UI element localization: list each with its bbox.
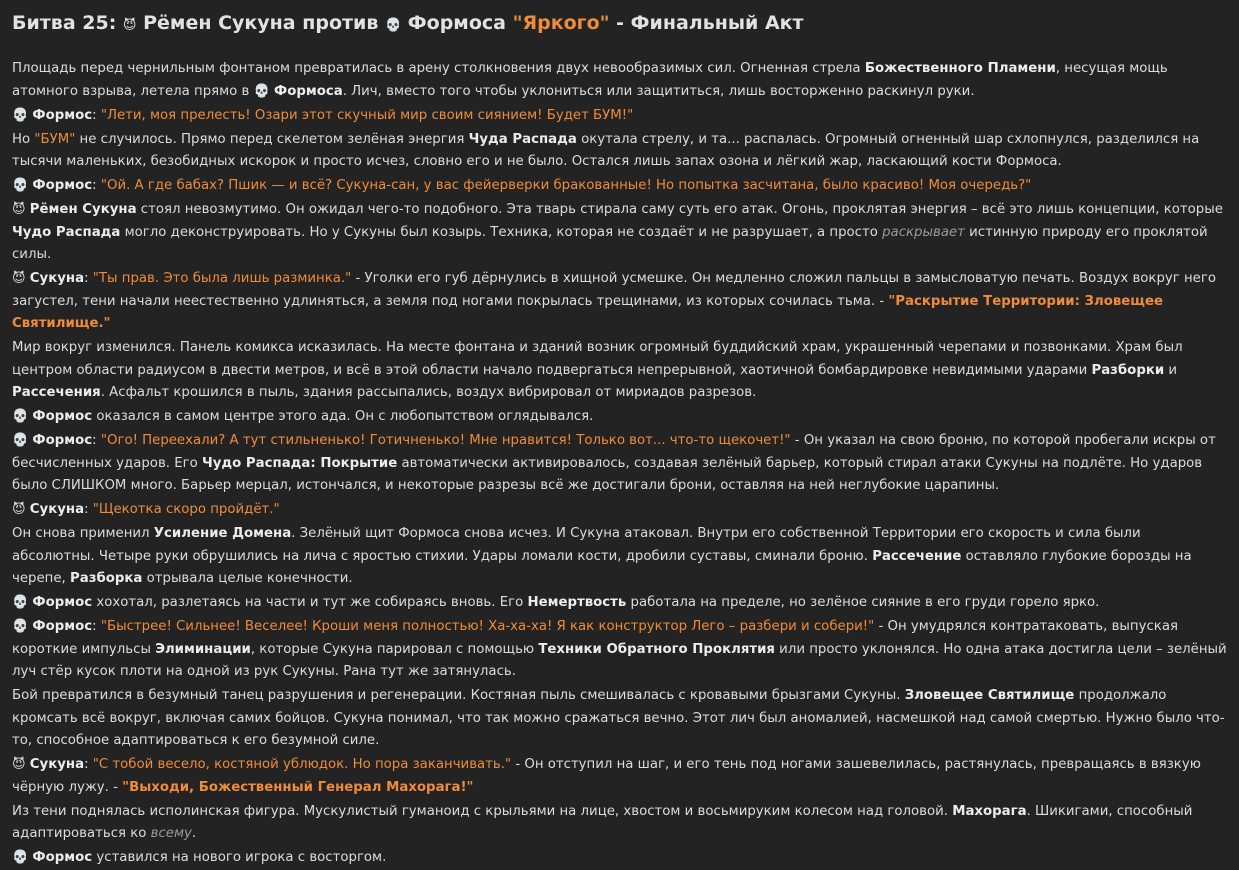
text-run: Битва 25: [12, 12, 123, 34]
bold-text: Сукуна [29, 757, 85, 772]
paragraph [12, 523, 1227, 591]
bold-text: Техники Обратного Проклятия [538, 641, 775, 657]
text-run: отрывала целые конечности. [142, 571, 353, 586]
text-run: не случилось. Прямо перед скелетом зелёная энергия [75, 131, 469, 147]
message-title [12, 8, 1227, 41]
bold-text: Чудо Распада [12, 224, 121, 240]
text-run: продолжало кромсать всё вокруг, включая самих бойцов. Сукуна понимал, что так можно сражаться вечно. Этот лич был аномалией, насмешкой над самой смертью. Нужно было что-то, способное адаптироваться к его безумной силе. [12, 688, 1225, 748]
text-run: , несущая мощь атомного взрыва, летела прямо в [12, 61, 1168, 99]
text-run: : [84, 502, 93, 517]
text-run: . Асфальт крошился в пыль, здания рассыпались, воздух вибрировал от мириадов разрезов. [100, 385, 757, 400]
demon-face-icon: 😈 [122, 18, 137, 33]
text-run: : [84, 271, 93, 286]
paragraph [12, 801, 1227, 846]
text-run: Формоса [401, 12, 513, 34]
bold-text: Формос [32, 433, 93, 448]
bold-text: Усиление Домена [153, 526, 292, 541]
skull-icon: 💀 [12, 619, 29, 634]
bold-text: Махорага [952, 803, 1027, 819]
text-run: : [92, 107, 101, 123]
paragraph [12, 105, 1227, 128]
skull-icon: 💀 [253, 83, 270, 99]
skull-icon: 💀 [12, 850, 29, 865]
text-run: Мир вокруг изменился. Панель комикса исказилась. На месте фонтана и зданий возник огромный буддийский храм, украшенный черепами и позвонками. Храм был центром области радиусом в двести метров, и всё в этой области начало подвергаться непрерывной, хаотичной бомбардировке невидимыми ударами [12, 340, 1183, 378]
bold-text: Рассечения [12, 385, 101, 400]
paragraph [12, 847, 1227, 870]
text-run: - Уголки его губ дёрнулись в хищной усмешке. Он медленно сложил пальцы в замысловатую печать. Воздух вокруг него загустел, тени начали неестественно удлиняться, а земля под ногами покрылась трещинами, из которых сочилась тьма. - [12, 271, 1216, 309]
quoted-speech: "Щекотка скоро пройдёт." [92, 502, 280, 517]
paragraph [12, 175, 1227, 198]
bold-text: Формос [32, 409, 93, 424]
text-run: автоматически активировалось, создавая зелёный барьер, который стирал атаки Сукуны на подлёте. Но ударов было СЛИШКОМ много. Барьер мерцал, истончался, и некоторые разрезы всё же достигали брони, оставляя на ней неглубокие царапины. [12, 455, 1203, 493]
paragraph [12, 754, 1227, 799]
bold-text: Зловещее Святилище [904, 688, 1075, 703]
text-run: : [92, 178, 101, 193]
message-body [12, 58, 1227, 870]
demon-face-icon: 😈 [12, 202, 26, 217]
skull-icon: 💀 [12, 409, 29, 424]
quoted-speech-bold: "Выходи, Божественный Генерал Махорага!" [122, 779, 474, 795]
text-run: Он снова применил [12, 526, 154, 541]
text-run: . Зелёный щит Формоса снова исчез. И Сукуна атаковал. Внутри его собственной Территории его скорость и сила были абсолютны. Четыре руки обрушились на лича с яростью стихии. Удары ломали кости, дробили суставы, сминали броню. [12, 526, 1141, 564]
bold-text: Чуда Распада [468, 131, 577, 147]
text-run: Но [12, 131, 35, 147]
quoted-speech: "БУМ" [34, 131, 76, 147]
text-run: уставился на нового игрока с восторгом. [92, 850, 387, 865]
quoted-speech-bold: "Раскрытие Территории: Зловещее Святилище." [12, 293, 1164, 331]
paragraph [12, 685, 1227, 753]
skull-icon: 💀 [12, 433, 29, 448]
text-run: работала на пределе, но зелёное сияние в его груди горело ярко. [626, 595, 1100, 610]
text-run: : [92, 433, 101, 448]
quoted-speech: "С тобой весело, костяной ублюдок. Но пора заканчивать." [92, 757, 512, 772]
bold-text: Сукуна [29, 271, 85, 286]
quoted-speech: "Ой. А где бабах? Пшик — и всё? Сукуна-сан, у вас фейерверки бракованные! Но попытка засчитана, было красиво! Моя очередь?" [100, 178, 1032, 193]
skull-icon: 💀 [385, 18, 402, 33]
text-run: - Он указал на свою броню, по которой пробегали искры от бесчисленных ударов. Его [12, 433, 1216, 471]
paragraph [12, 406, 1227, 429]
bold-text: Немертвость [527, 595, 627, 610]
text-run: окутала стрелу, и та... распалась. Огромный огненный шар схлопнулся, разделился на тысячи маленьких, безобидных искорок и просто исчез, словно его и не было. Остался лишь запах озона и лёгкий жар, ласкающий кости Формоса. [12, 131, 1200, 169]
bold-text: Божественного Пламени [864, 61, 1056, 76]
text-run: оставляло глубокие борозды на черепе, [12, 548, 1192, 586]
paragraph [12, 430, 1227, 498]
text-run: хохотал, разлетаясь на части и тут же собираясь вновь. Его [92, 595, 528, 610]
bold-text: Рассечение [872, 548, 962, 564]
text-run: . [191, 826, 197, 841]
paragraph [12, 129, 1227, 174]
text-run: и [1164, 362, 1178, 378]
demon-face-icon: 😈 [12, 757, 26, 772]
text-run: , которые Сукуна парировал с помощью [250, 641, 539, 657]
bold-text: Элиминации [155, 641, 251, 657]
italic-text: всему [150, 826, 192, 841]
bold-text: Формос [32, 595, 93, 610]
paragraph [12, 268, 1227, 336]
quoted-speech: "Ты прав. Это была лишь разминка." [92, 271, 352, 286]
text-run: стоял невозмутимо. Он ожидал чего-то подобного. Эта тварь стирала саму суть его атак. Огонь, проклятая энергия – всё это лишь концепции, которые [136, 202, 1223, 217]
bold-text: Формос [32, 178, 93, 193]
text-run: Из тени поднялась исполинская фигура. Мускулистый гуманоид с крыльями на лице, хвостом и восьмируким колесом над головой. [12, 803, 953, 819]
text-run: или просто уклонялся. Но одна атака достигла цели – зелёный луч стёр кусок плоти на одной из рук Сукуны. Рана тут же затянулась. [12, 641, 1227, 679]
bold-text: Чудо Распада: Покрытие [202, 455, 398, 471]
italic-text: раскрывает [882, 224, 965, 240]
paragraph [12, 199, 1227, 267]
bold-text: Разборки [1091, 362, 1165, 378]
quoted-speech: "Ого! Переехали? А тут стильненько! Готичненько! Мне нравится! Только вот... что-то щекочет!" [100, 433, 791, 448]
text-run: : [84, 757, 93, 772]
text-run: истинную природу его проклятой силы. [12, 224, 1208, 262]
text-run: Рёмен Сукуна против [136, 12, 385, 34]
demon-face-icon: 😈 [12, 502, 26, 517]
text-run: : [92, 619, 101, 634]
bold-text: Формос [32, 619, 93, 634]
bold-text: Сукуна [29, 502, 85, 517]
text-run: . Шикигами, способный адаптироваться ко [12, 803, 1193, 841]
bold-text: Формоса [274, 83, 343, 99]
text-run: оказался в самом центре этого ада. Он с любопытством оглядывался. [92, 409, 594, 424]
text-run: могло деконструировать. Но у Сукуны был козырь. Техника, которая не создаёт и не разрушает, а просто [120, 224, 883, 240]
paragraph [12, 592, 1227, 615]
bold-text: Рёмен Сукуна [29, 202, 137, 217]
text-run: . Лич, вместо того чтобы уклониться или защититься, лишь восторженно раскинул руки. [342, 83, 975, 99]
paragraph [12, 58, 1227, 103]
text-run: Бой превратился в безумный танец разрушения и регенерации. Костяная пыль смешивалась с кровавыми брызгами Сукуны. [12, 688, 905, 703]
text-run: - Он отступил на шаг, и его тень под ногами зашевелилась, растянулась, превращаясь в вязкую чёрную лужу. - [12, 757, 1201, 795]
bold-text: Формос [32, 107, 93, 123]
demon-face-icon: 😈 [12, 271, 26, 286]
skull-icon: 💀 [12, 178, 29, 193]
skull-icon: 💀 [12, 595, 29, 610]
paragraph [12, 499, 1227, 522]
skull-icon: 💀 [12, 107, 29, 123]
bold-text: Разборка [70, 571, 143, 586]
quoted-speech: "Яркого" [512, 12, 610, 34]
bold-text: Формос [32, 850, 93, 865]
paragraph [12, 616, 1227, 684]
quoted-speech: "Быстрее! Сильнее! Веселее! Кроши меня полностью! Ха-ха-ха! Я как конструктор Лего – разбери и собери!" [100, 619, 875, 634]
text-run: - Он умудрялся контратаковать, выпуская короткие импульсы [12, 619, 1178, 657]
text-run: Площадь перед чернильным фонтаном превратилась в арену столкновения двух невообразимых сил. Огненная стрела [12, 61, 865, 76]
text-run: - Финальный Акт [609, 12, 804, 34]
quoted-speech: "Лети, моя прелесть! Озари этот скучный мир своим сиянием! Будет БУМ!" [100, 107, 634, 123]
paragraph [12, 337, 1227, 405]
